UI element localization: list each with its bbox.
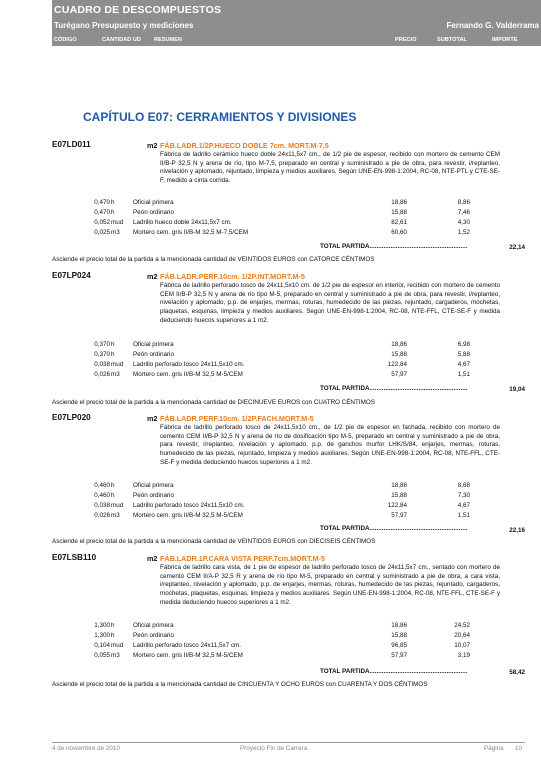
footer-page-number: 10 [515,745,523,752]
document-title: CUADRO DE DESCOMPUESTOS [54,4,222,16]
component-subtotal: 1,51 [457,371,470,378]
total-label: TOTAL PARTIDA........................................................ [320,243,468,250]
component-desc: Peón ordinario [133,351,174,358]
component-subtotal: 7,46 [457,209,470,216]
page-footer [52,742,525,752]
component-subtotal: 1,52 [457,229,470,236]
item-unit: m2 [147,272,158,281]
item-code: E07LP020 [52,413,91,422]
component-qty: 1,300 [94,632,110,639]
item-code: E07LD011 [52,140,91,149]
component-price: 15,88 [391,209,407,216]
component-unit: h [111,482,115,489]
component-unit: m3 [111,371,120,378]
footer-project: Proyecto Fin de Carrera [240,745,308,752]
total-value: 22,14 [509,244,525,251]
total-label: TOTAL PARTIDA........................................................ [320,385,468,392]
component-subtotal: 5,88 [457,351,470,358]
component-qty: 0,038 [94,361,110,368]
component-price: 15,88 [391,632,407,639]
col-cantidad: CANTIDAD UD [102,37,141,43]
author-name: Fernando G. Valderrama [446,21,539,30]
component-unit: mud [111,502,124,509]
component-unit: h [111,341,115,348]
component-unit: h [111,492,115,499]
component-unit: mud [111,642,124,649]
document-subtitle: Turégano Presupuesto y mediciones [54,21,194,30]
asciende-text: Asciende el precio total de la partida a la mencionada cantidad de VEINTIDOS EUROS con DIECISEIS CÉNTIMOS [52,538,376,545]
component-qty: 0,025 [94,229,110,236]
item-title: FÁB.LADR.PERF.10cm. 1/2P.FACH.MORT.M-5 [160,414,314,423]
component-subtotal: 4,67 [457,361,470,368]
component-unit: h [111,632,115,639]
component-price: 57,97 [391,652,407,659]
component-unit: mud [111,361,124,368]
component-price: 122,84 [387,361,407,368]
footer-date: 4 de noviembre de 2010 [52,745,120,752]
component-unit: m3 [111,512,120,519]
item-unit: m2 [147,141,158,150]
column-headers [52,37,541,46]
component-price: 57,97 [391,512,407,519]
component-qty: 0,026 [94,371,110,378]
component-qty: 0,026 [94,512,110,519]
col-resumen: RESUMEN [154,37,182,43]
component-unit: m3 [111,229,120,236]
item-description: Fábrica de ladrillo cara vista, de 1 pie de espesor de ladrillo perforado tosco de 24x11,5x7 cm., sentado con mortero de cemento CEM II/A-P 32,5 R y arena de río tipo M-5, preparado en central y suministrado a pie de obra, a cara vista, i/replanteo, nivelación y aplomado, p.p. de enjarjes, mermas, roturas, humedecido de las piezas, rejuntado, cargaderos, mochetas, plaquetas, esquinas, limpieza y medios auxiliares. Según UNE-EN-998-1:2004, RC-08, NTE-FFL, CTE-SE-F y medida deduciendo huecos superiores a 1 m2. [160,564,500,606]
col-codigo: CÓDIGO [54,37,77,43]
component-price: 96,85 [391,642,407,649]
component-subtotal: 3,19 [457,652,470,659]
footer-page-label: Página [484,745,504,752]
total-label: TOTAL PARTIDA........................................................ [320,668,468,675]
component-price: 15,88 [391,492,407,499]
component-qty: 0,052 [94,219,110,226]
item-code: E07LP024 [52,271,91,280]
component-subtotal: 10,07 [454,642,470,649]
component-subtotal: 8,86 [457,199,470,206]
asciende-text: Asciende el precio total de la partida a la mencionada cantidad de DIECINUEVE EUROS con CUATRO CÉNTIMOS [52,399,375,406]
col-precio: PRECIO [395,37,417,43]
component-desc: Mortero cem. gris II/B-M 32,5 M-5/CEM [133,512,243,519]
component-subtotal: 7,30 [457,492,470,499]
component-desc: Oficial primera [133,622,174,629]
item-unit: m2 [147,554,158,563]
component-subtotal: 6,98 [457,341,470,348]
component-price: 82,61 [391,219,407,226]
component-qty: 0,460 [94,482,110,489]
item-description: Fábrica de ladrillo perforado tosco de 24x11,5x10 cm., de 1/2 pie de espesor en fachada, recibido con mortero de cemento CEM II/B-P 32,5 N y arena de río de dosificación tipo M-5, preparado en central y suministrado a pie de obra, para revestir, i/replanteo, nivelación y aplomado, p.p. de ganchos murfor LHK/S/84, enjarjes, mermas, roturas, humedecido de las piezas, rejuntado, limpieza y medios auxiliares. Según UNE-EN-998-1:2004, RC-08, NTE-FFL, CTE-SE-F y medida deduciendo huecos superiores a 1 m2. [160,424,500,466]
component-subtotal: 4,30 [457,219,470,226]
total-value: 22,16 [509,527,525,534]
component-qty: 0,470 [94,209,110,216]
item-title: FÁB.LADR.PERF.10cm. 1/2P.INT.MORT.M-5 [160,272,305,281]
component-unit: m3 [111,652,120,659]
col-importe: IMPORTE [492,37,518,43]
item-title: FÁB.LADR.1/2P.HUECO DOBLE 7cm. MORT.M-7,5 [160,141,329,150]
component-desc: Ladrillo hueco doble 24x11,5x7 cm. [133,219,232,226]
component-desc: Oficial primera [133,482,174,489]
component-subtotal: 8,68 [457,482,470,489]
component-price: 18,86 [391,199,407,206]
component-subtotal: 20,64 [454,632,470,639]
component-unit: h [111,622,115,629]
component-desc: Ladrillo perforado tosco 24x11,5x10 cm. [133,361,245,368]
component-price: 18,86 [391,482,407,489]
total-label: TOTAL PARTIDA........................................................ [320,525,468,532]
component-desc: Oficial primera [133,341,174,348]
component-price: 122,84 [387,502,407,509]
component-price: 57,97 [391,371,407,378]
component-price: 15,88 [391,351,407,358]
component-qty: 0,370 [94,341,110,348]
component-desc: Mortero cem. gris II/B-M 32,5 M-7,5/CEM [133,229,249,236]
component-qty: 0,470 [94,199,110,206]
asciende-text: Asciende el precio total de la partida a la mencionada cantidad de VEINTIDOS EUROS con CATORCE CÉNTIMOS [52,256,375,263]
col-subtotal: SUBTOTAL [437,37,467,43]
component-subtotal: 24,52 [454,622,470,629]
component-unit: h [111,351,115,358]
component-price: 18,86 [391,341,407,348]
component-desc: Peón ordinario [133,632,174,639]
component-desc: Peón ordinario [133,209,174,216]
item-description: Fábrica de ladrillo cerámico hueco doble 24x11,5x7 cm., de 1/2 pie de espesor, recibido con mortero de cemento CEM II/B-P 32,5 N y arena de río, tipo M-7,5, preparado en central y suministrado a pie de obra, para revestir, i/replanteo, nivelación y aplomado, rejuntado, limpieza y medios auxiliares. Según UNE-EN-998-1:2004, RC-08, NTE-PTL y CTE-SE-F, medido a cinta corrida. [160,151,500,185]
component-desc: Peón ordinario [133,492,174,499]
total-value: 19,04 [509,386,525,393]
item-unit: m2 [147,414,158,423]
item-description: Fábrica de ladrillo perforado tosco de 24x11,5x10 cm. de 1/2 pie de espesor en interior, recibido con mortero de cemento CEM II/B-P 32,5 N y arena de río tipo M-5, preparado en central y suministrado a pie de obra, para revestir, i/replanteo, nivelación y aplomado, p.p. de enjarjes, mermas, roturas, humedecido de las piezas, rejuntado, cargaderos, mochetas, plaquetas, esquinas, limpieza y medios auxiliares. Según UNE-EN-998-1:2004, RC-08, NTE-FFL, CTE-SE-F y medida deduciendo huecos superiores a 1 m2. [160,282,500,324]
total-value: 58,42 [509,669,525,676]
component-unit: h [111,199,115,206]
component-qty: 1,300 [94,622,110,629]
component-qty: 0,104 [94,642,110,649]
item-code: E07LSB110 [52,553,97,562]
component-qty: 0,055 [94,652,110,659]
component-unit: h [111,209,115,216]
item-title: FÁB.LADR.1P.CARA VISTA PERF.7cm.MORT.M-5 [160,554,325,563]
chapter-title: CAPÍTULO E07: CERRAMIENTOS Y DIVISIONES [83,110,357,124]
component-qty: 0,038 [94,502,110,509]
component-desc: Mortero cem. gris II/B-M 32,5 M-5/CEM [133,371,243,378]
component-qty: 0,370 [94,351,110,358]
component-price: 18,86 [391,622,407,629]
component-price: 60,60 [391,229,407,236]
page-header [52,0,541,46]
component-subtotal: 1,51 [457,512,470,519]
component-desc: Ladrillo perforado tosco 24x11,5x7 cm. [133,642,242,649]
component-desc: Mortero cem. gris II/B-M 32,5 M-5/CEM [133,652,243,659]
component-qty: 0,460 [94,492,110,499]
component-subtotal: 4,67 [457,502,470,509]
component-unit: mud [111,219,124,226]
component-desc: Oficial primera [133,199,174,206]
asciende-text: Asciende el precio total de la partida a la mencionada cantidad de CINCUENTA Y OCHO EUROS con CUARENTA Y DOS CÉNTIMOS [52,681,428,688]
component-desc: Ladrillo perforado tosco 24x11,5x10 cm. [133,502,245,509]
